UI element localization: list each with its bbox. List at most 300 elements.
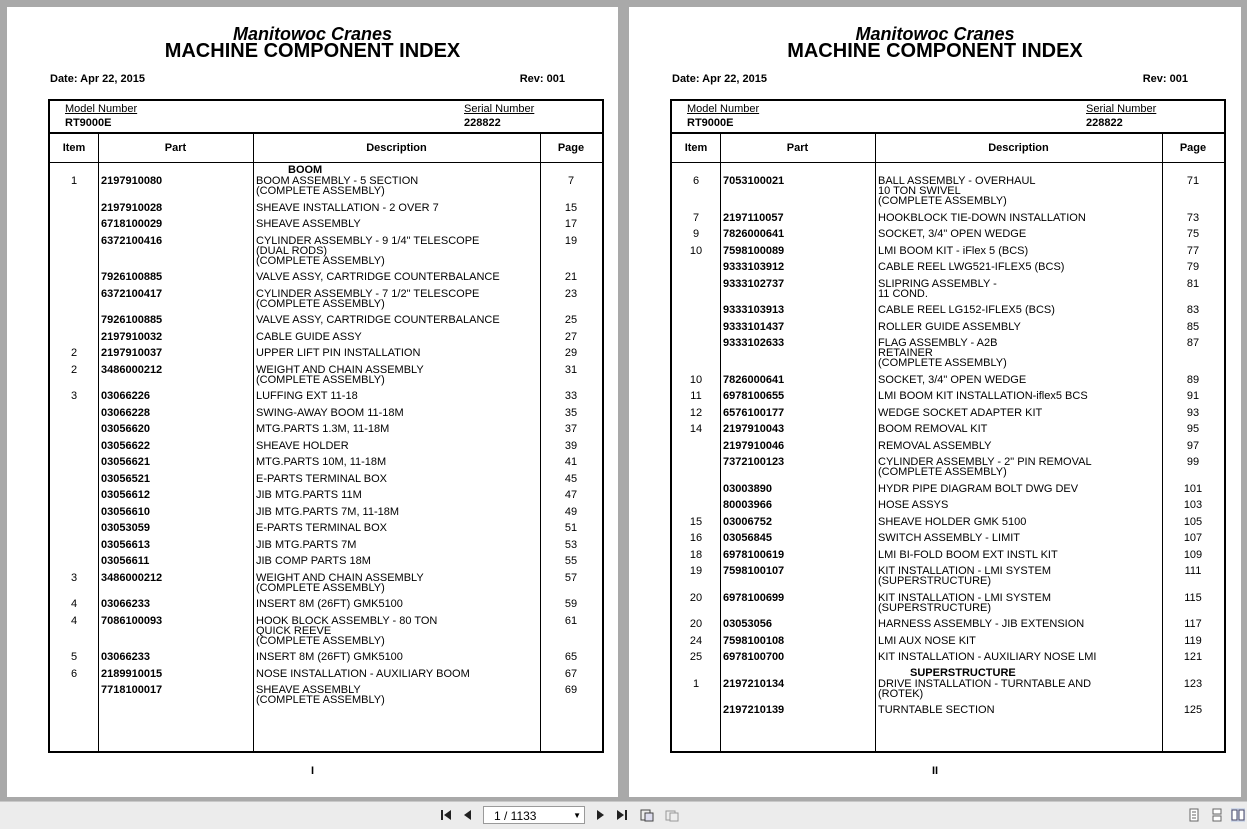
description-line: (COMPLETE ASSEMBLY) — [256, 373, 385, 386]
divider — [672, 162, 1224, 163]
description-line: HYDR PIPE DIAGRAM BOLT DWG DEV — [878, 482, 1079, 495]
description — [878, 550, 1058, 560]
description — [878, 441, 992, 451]
description — [256, 219, 361, 229]
description-line: (ROTEK) — [878, 687, 924, 700]
part-number: 6978100699 — [723, 591, 785, 604]
item-number: 15 — [689, 515, 703, 528]
description — [878, 176, 1036, 206]
page-reference: 49 — [564, 505, 578, 518]
page-reference: 91 — [1186, 390, 1200, 402]
description — [878, 619, 1084, 629]
column-divider — [253, 133, 254, 751]
company-name: Manitowoc Cranes — [855, 24, 1015, 44]
page-reference: 61 — [564, 614, 578, 627]
item-number: 20 — [689, 591, 703, 604]
column-divider — [875, 133, 876, 751]
item-number: 20 — [689, 618, 703, 630]
document-date: Date: Apr 22, 2015 — [672, 73, 767, 85]
page-reference: 27 — [564, 330, 578, 343]
column-header-description: Description — [988, 142, 1049, 154]
page-reference: 79 — [1186, 261, 1200, 273]
part-number: 2197110057 — [723, 211, 784, 224]
description-line: HOSE ASSYS — [878, 499, 949, 511]
page-reference: 117 — [1184, 618, 1202, 630]
page-reference: 57 — [564, 571, 578, 584]
page-reference: 85 — [1186, 320, 1200, 333]
part-number: 9333103912 — [723, 261, 785, 273]
page-reference: 59 — [564, 598, 578, 610]
part-number: 03056845 — [723, 532, 772, 544]
description — [256, 203, 439, 213]
page-reference: 119 — [1184, 634, 1202, 647]
page-number: I — [310, 765, 315, 777]
description — [256, 391, 358, 401]
description — [256, 441, 349, 451]
page-reference: 33 — [564, 390, 578, 402]
model-number-label: Model Number — [687, 103, 760, 115]
description — [878, 500, 948, 510]
description — [878, 593, 1051, 613]
page-reference: 19 — [564, 234, 578, 247]
single-page-view-icon[interactable] — [1187, 808, 1201, 822]
description — [878, 636, 976, 646]
description — [878, 517, 1026, 527]
description-line: WEDGE SOCKET ADAPTER KIT — [878, 406, 1043, 419]
part-number: 6576100177 — [723, 406, 785, 419]
page-reference: 53 — [564, 538, 578, 551]
document-revision: Rev: 001 — [519, 73, 565, 85]
column-divider — [98, 133, 99, 751]
item-number: 4 — [70, 614, 78, 627]
description-line: LMI AUX NOSE KIT — [878, 634, 976, 647]
part-number: 7598100089 — [723, 244, 785, 257]
item-number: 6 — [70, 667, 78, 680]
description — [878, 246, 1028, 256]
divider — [672, 132, 1224, 134]
page-indicator: 1 / 1133 — [494, 809, 537, 823]
part-number: 2189910015 — [101, 667, 163, 680]
description — [256, 669, 470, 679]
description-line: LMI BOOM KIT INSTALLATION-iflex5 BCS — [878, 390, 1088, 402]
part-number: 9333103913 — [723, 304, 785, 316]
description-line: JIB MTG.PARTS 11M — [256, 489, 362, 501]
part-number: 03066228 — [101, 406, 150, 419]
serial-number-value: 228822 — [464, 117, 501, 129]
page-reference: 81 — [1186, 277, 1200, 290]
description — [256, 490, 362, 500]
part-number: 2197910037 — [101, 347, 163, 359]
item-number: 3 — [70, 390, 78, 402]
page-reference: 41 — [564, 456, 578, 468]
page-reference: 55 — [564, 555, 578, 567]
fit-page-icon[interactable] — [640, 808, 654, 822]
item-number: 3 — [70, 571, 78, 584]
page-reference: 45 — [564, 472, 578, 485]
description — [878, 457, 1092, 477]
company-name: Manitowoc Cranes — [232, 24, 393, 44]
item-number: 16 — [689, 532, 703, 544]
column-header-page: Page — [557, 142, 585, 154]
page-reference: 69 — [564, 684, 578, 696]
page-reference: 31 — [564, 363, 578, 376]
divider — [50, 132, 602, 134]
description-line: CABLE GUIDE ASSY — [256, 330, 362, 343]
part-number: 7086100093 — [101, 614, 163, 627]
description-line: LUFFING EXT 11-18 — [256, 390, 358, 402]
part-number: 9333101437 — [723, 320, 785, 333]
description — [878, 375, 1026, 385]
description-line: BOOM ASSEMBLY - 5 SECTION — [256, 175, 419, 187]
description-line: LMI BI-FOLD BOOM EXT INSTL KIT — [878, 548, 1058, 561]
viewer-toolbar — [0, 801, 1247, 829]
column-header-part: Part — [164, 142, 187, 154]
page-reference: 17 — [564, 218, 578, 230]
part-number: 2197910028 — [101, 201, 163, 214]
section-heading: SUPERSTRUCTURE — [910, 666, 1016, 679]
description — [878, 391, 1088, 401]
part-number: 2197910043 — [723, 423, 785, 435]
next-page-icon[interactable] — [593, 808, 607, 822]
description-line: VALVE ASSY, CARTRIDGE COUNTERBALANCE — [256, 314, 500, 326]
description-line: (COMPLETE ASSEMBLY) — [878, 195, 1007, 207]
serial-number-value: 228822 — [1086, 117, 1123, 129]
part-number: 6372100416 — [101, 234, 163, 247]
item-number: 25 — [689, 651, 703, 663]
part-number: 3486000212 — [101, 363, 163, 376]
page-reference: 125 — [1183, 704, 1203, 716]
description-line: (DUAL RODS) — [256, 244, 328, 257]
description-line: MTG.PARTS 10M, 11-18M — [256, 456, 387, 468]
description-line: (SUPERSTRUCTURE) — [878, 575, 992, 587]
part-number: 6978100619 — [723, 548, 785, 561]
page-reference: 47 — [564, 489, 578, 501]
item-number: 6 — [692, 175, 700, 187]
description — [256, 573, 424, 593]
description-line: CYLINDER ASSEMBLY - 2" PIN REMOVAL — [878, 456, 1092, 468]
page-reference: 75 — [1186, 228, 1200, 240]
description-line: 11 COND. — [878, 287, 928, 300]
description — [256, 685, 385, 705]
part-number: 6978100655 — [723, 390, 785, 402]
description — [256, 348, 420, 358]
page-reference: 51 — [564, 522, 578, 534]
part-number: 03056521 — [101, 472, 150, 485]
description-line: HARNESS ASSEMBLY - JIB EXTENSION — [878, 618, 1085, 630]
continuous-view-icon[interactable] — [1210, 808, 1224, 822]
part-number: 03056612 — [101, 489, 150, 501]
part-number: 9333102737 — [723, 277, 785, 290]
document-revision: Rev: 001 — [1142, 73, 1188, 85]
item-number: 2 — [70, 347, 78, 359]
description-line: SHEAVE ASSEMBLY — [256, 684, 361, 696]
page-reference: 87 — [1186, 337, 1200, 349]
part-number: 2197910080 — [101, 175, 163, 187]
description-line: CABLE REEL LWG521-IFLEX5 (BCS) — [878, 261, 1065, 273]
description — [256, 315, 500, 325]
description-line: 10 TON SWIVEL — [878, 185, 961, 197]
document-page-right — [629, 7, 1241, 797]
divider — [50, 162, 602, 163]
description-line: HOOK BLOCK ASSEMBLY - 80 TON — [256, 614, 438, 627]
page-reference: 99 — [1186, 456, 1200, 468]
part-number: 03056611 — [101, 555, 150, 567]
item-number: 1 — [70, 175, 78, 187]
description — [878, 566, 1051, 586]
part-number: 7826000641 — [723, 228, 785, 240]
document-date: Date: Apr 22, 2015 — [50, 73, 145, 85]
column-header-part: Part — [786, 142, 809, 154]
page-reference: 7 — [567, 175, 575, 187]
column-header-item: Item — [62, 142, 86, 154]
item-number: 9 — [692, 228, 700, 240]
description-line: NOSE INSTALLATION - AUXILIARY BOOM — [256, 667, 470, 680]
description — [256, 236, 479, 266]
description-line: JIB COMP PARTS 18M — [256, 555, 371, 567]
description-line: KIT INSTALLATION - AUXILIARY NOSE LMI — [878, 651, 1097, 663]
component-table — [48, 99, 604, 753]
column-header-item: Item — [684, 142, 708, 154]
last-page-icon[interactable] — [615, 808, 629, 822]
page-number: II — [931, 765, 939, 777]
part-number: 6978100700 — [723, 651, 785, 663]
description — [256, 332, 362, 342]
description-line: E-PARTS TERMINAL BOX — [256, 522, 388, 534]
description-line: (COMPLETE ASSEMBLY) — [256, 634, 385, 647]
page-reference: 101 — [1183, 482, 1203, 495]
description — [256, 272, 500, 282]
column-header-page: Page — [1179, 142, 1207, 154]
part-number: 7926100885 — [101, 271, 163, 283]
part-number: 03056621 — [101, 456, 150, 468]
description-line: INSERT 8M (26FT) GMK5100 — [256, 651, 403, 663]
description-line: FLAG ASSEMBLY - A2B — [878, 337, 998, 349]
page-reference: 77 — [1186, 244, 1200, 257]
part-number: 2197910046 — [723, 439, 785, 452]
description-line: HOOKBLOCK TIE-DOWN INSTALLATION — [878, 211, 1086, 224]
column-divider — [720, 133, 721, 751]
item-number: 5 — [70, 651, 78, 663]
item-number: 14 — [689, 423, 703, 435]
page-reference: 123 — [1183, 677, 1203, 690]
page-reference: 37 — [564, 423, 578, 435]
description-line: SLIPRING ASSEMBLY - — [878, 277, 997, 290]
description-line: CYLINDER ASSEMBLY - 9 1/4" TELESCOPE — [256, 234, 480, 247]
part-number: 03066233 — [101, 651, 150, 663]
description — [256, 365, 424, 385]
serial-number-label: Serial Number — [464, 103, 535, 115]
page-reference: 39 — [564, 439, 578, 452]
page-reference: 115 — [1184, 591, 1202, 604]
model-number-value: RT9000E — [687, 117, 734, 129]
column-header-description: Description — [366, 142, 427, 154]
item-number: 2 — [70, 363, 78, 376]
page-reference: 23 — [564, 287, 578, 300]
item-number: 7 — [692, 211, 700, 224]
description — [878, 652, 1096, 662]
part-number: 7598100108 — [723, 634, 785, 647]
part-number: 7826000641 — [723, 373, 785, 386]
page-reference: 105 — [1183, 515, 1203, 528]
part-number: 03006752 — [723, 515, 772, 528]
description — [256, 652, 403, 662]
part-number: 7926100885 — [101, 314, 163, 326]
description-line: RETAINER — [878, 347, 933, 359]
chevron-down-icon: ▼ — [573, 811, 581, 820]
page-reference: 21 — [564, 271, 578, 283]
description — [878, 666, 1092, 700]
description — [256, 457, 386, 467]
description — [878, 229, 1026, 239]
part-number: 6718100029 — [101, 218, 163, 230]
description-line: QUICK REEVE — [256, 624, 332, 637]
description-line: VALVE ASSY, CARTRIDGE COUNTERBALANCE — [256, 271, 500, 283]
part-number: 80003966 — [723, 499, 772, 511]
page-reference: 89 — [1186, 373, 1200, 386]
part-number: 03053056 — [723, 618, 772, 630]
description — [256, 474, 387, 484]
description-line: CYLINDER ASSEMBLY - 7 1/2" TELESCOPE — [256, 287, 480, 300]
model-number-value: RT9000E — [65, 117, 112, 129]
description — [878, 213, 1086, 223]
part-number: 03003890 — [723, 482, 772, 495]
description-line: KIT INSTALLATION - LMI SYSTEM — [878, 591, 1051, 604]
page-reference: 29 — [564, 347, 578, 359]
description — [256, 523, 387, 533]
page-reference: 83 — [1186, 304, 1200, 316]
description-line: WEIGHT AND CHAIN ASSEMBLY — [256, 571, 424, 584]
description-line: BOOM REMOVAL KIT — [878, 423, 988, 435]
description-line: (COMPLETE ASSEMBLY) — [256, 297, 385, 310]
description — [256, 289, 479, 309]
page-reference: 65 — [564, 651, 578, 663]
page-selector[interactable] — [483, 806, 585, 824]
description — [878, 338, 1007, 368]
description-line: (COMPLETE ASSEMBLY) — [256, 254, 385, 267]
description — [256, 424, 389, 434]
page-reference: 71 — [1186, 175, 1200, 187]
page-reference: 107 — [1183, 532, 1203, 544]
description-line: DRIVE INSTALLATION - TURNTABLE AND — [878, 677, 1092, 690]
part-number: 03056613 — [101, 538, 150, 551]
document-title: MACHINE COMPONENT INDEX — [787, 40, 1083, 62]
description — [878, 533, 1020, 543]
description-line: (COMPLETE ASSEMBLY) — [256, 694, 385, 706]
description — [878, 424, 987, 434]
description-line: SWITCH ASSEMBLY - LIMIT — [878, 532, 1021, 544]
description-line: ROLLER GUIDE ASSEMBLY — [878, 320, 1021, 333]
part-number: 7598100107 — [723, 565, 785, 577]
description-line: E-PARTS TERMINAL BOX — [256, 472, 388, 485]
page-reference: 15 — [564, 201, 578, 214]
description-line: (COMPLETE ASSEMBLY) — [878, 357, 1007, 369]
description — [878, 484, 1078, 494]
description-line: BALL ASSEMBLY - OVERHAUL — [878, 175, 1036, 187]
page-reference: 73 — [1186, 211, 1200, 224]
page-reference: 93 — [1186, 406, 1200, 419]
description-line: SWING-AWAY BOOM 11-18M — [256, 406, 404, 419]
description-line: JIB MTG.PARTS 7M — [256, 538, 357, 551]
description-line: (SUPERSTRUCTURE) — [878, 601, 992, 614]
description-line: REMOVAL ASSEMBLY — [878, 439, 992, 452]
first-page-icon[interactable] — [439, 808, 453, 822]
part-number: 9333102633 — [723, 337, 785, 349]
part-number: 2197910032 — [101, 330, 163, 343]
part-number: 7718100017 — [101, 684, 163, 696]
component-table — [670, 99, 1226, 753]
part-number: 2197210139 — [723, 704, 785, 716]
description-line: MTG.PARTS 1.3M, 11-18M — [256, 423, 390, 435]
description — [256, 556, 371, 566]
description — [878, 305, 1055, 315]
item-number: 11 — [690, 390, 702, 402]
prev-page-icon[interactable] — [461, 808, 475, 822]
serial-number-label: Serial Number — [1086, 103, 1157, 115]
part-number: 03056620 — [101, 423, 150, 435]
page-reference: 35 — [564, 406, 578, 419]
part-number: 7053100021 — [723, 175, 785, 187]
description-line: CABLE REEL LG152-IFLEX5 (BCS) — [878, 304, 1055, 316]
description — [256, 599, 403, 609]
part-number: 7372100123 — [723, 456, 785, 468]
part-number: 03066233 — [101, 598, 150, 610]
part-number: 03066226 — [101, 390, 150, 402]
item-number: 18 — [689, 548, 703, 561]
item-number: 10 — [689, 373, 703, 386]
item-number: 4 — [70, 598, 78, 610]
description — [878, 408, 1042, 418]
description-line: SOCKET, 3/4" OPEN WEDGE — [878, 373, 1027, 386]
item-number: 24 — [689, 634, 703, 647]
description — [256, 164, 419, 197]
item-number: 12 — [689, 406, 703, 419]
description-line: UPPER LIFT PIN INSTALLATION — [256, 347, 421, 359]
description-line: SOCKET, 3/4" OPEN WEDGE — [878, 228, 1027, 240]
page-reference: 97 — [1186, 439, 1200, 452]
part-number: 03056622 — [101, 439, 150, 452]
description — [878, 262, 1064, 272]
description — [256, 408, 404, 418]
page-reference: 103 — [1183, 499, 1203, 511]
part-number: 2197210134 — [723, 677, 785, 690]
item-number: 1 — [692, 677, 700, 690]
description-line: WEIGHT AND CHAIN ASSEMBLY — [256, 363, 424, 376]
document-title: MACHINE COMPONENT INDEX — [164, 40, 461, 62]
model-number-label: Model Number — [65, 103, 138, 115]
two-page-view-icon[interactable] — [1231, 808, 1245, 822]
part-number: 3486000212 — [101, 571, 163, 584]
page-reference: 25 — [564, 314, 578, 326]
description — [878, 279, 997, 299]
description — [878, 705, 995, 715]
description-line: (COMPLETE ASSEMBLY) — [878, 466, 1007, 478]
description-line: SHEAVE HOLDER — [256, 439, 349, 452]
description — [256, 616, 437, 646]
description — [256, 507, 399, 517]
item-number: 19 — [689, 565, 703, 577]
description — [256, 540, 356, 550]
page-reference: 121 — [1183, 651, 1203, 663]
description-line: (COMPLETE ASSEMBLY) — [256, 185, 385, 197]
fit-width-icon[interactable] — [665, 808, 679, 822]
description-line: SHEAVE HOLDER GMK 5100 — [878, 515, 1027, 528]
part-number: 03053059 — [101, 522, 150, 534]
section-heading: BOOM — [288, 164, 323, 176]
description-line: JIB MTG.PARTS 7M, 11-18M — [256, 505, 400, 518]
description-line: (COMPLETE ASSEMBLY) — [256, 581, 385, 594]
page-reference: 95 — [1186, 423, 1200, 435]
description-line: LMI BOOM KIT - iFlex 5 (BCS) — [878, 244, 1029, 257]
